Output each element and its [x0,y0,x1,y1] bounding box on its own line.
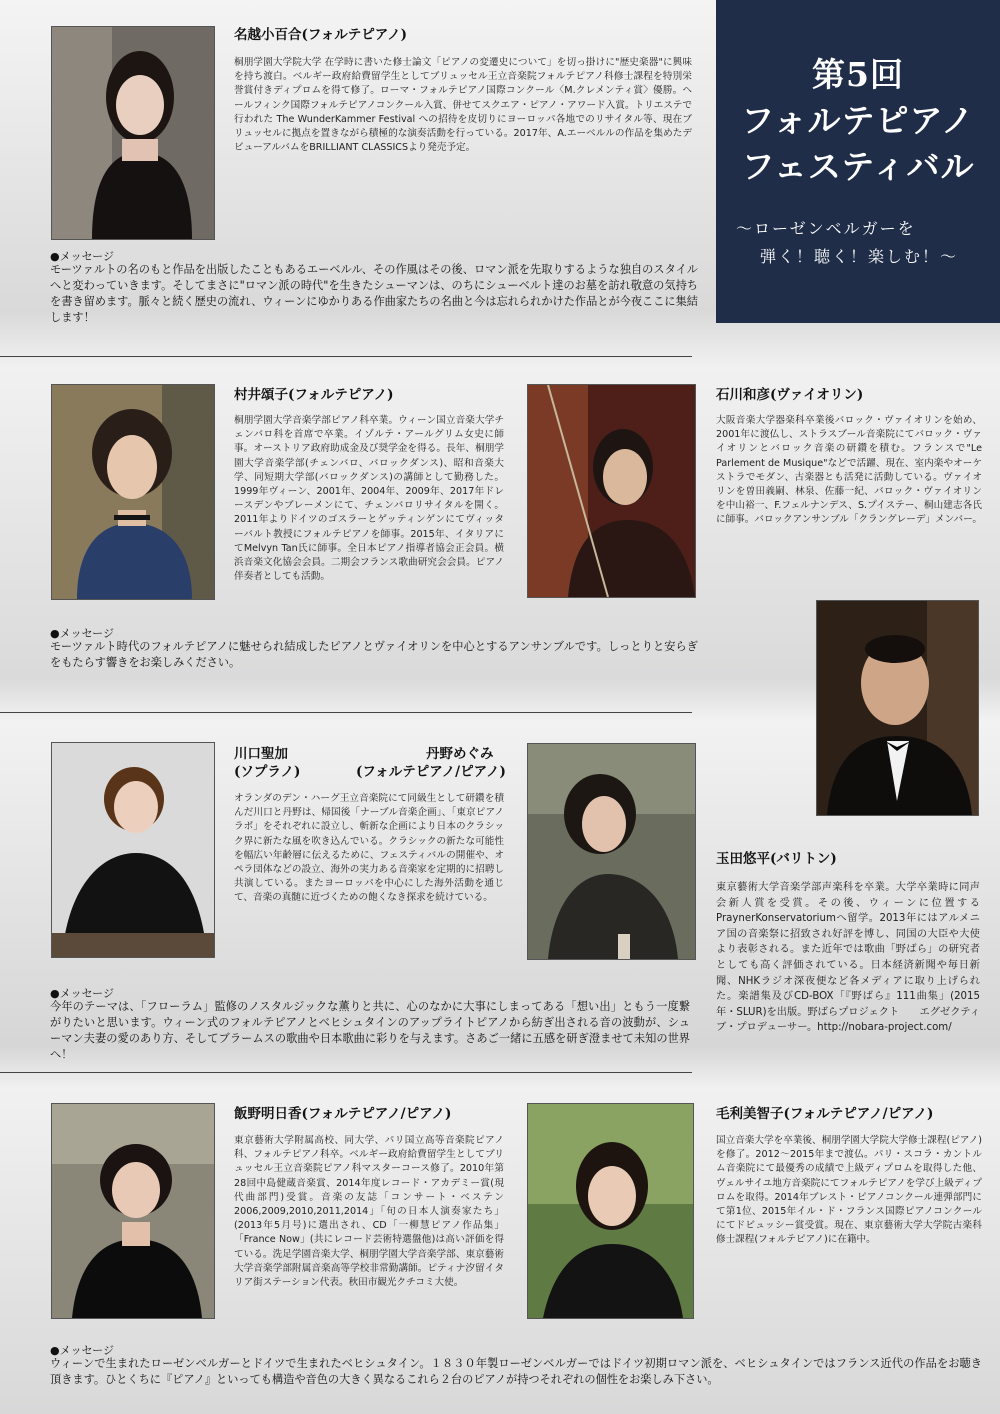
photo-tanno [527,743,696,960]
performer-bio-ishikawa: 大阪音楽大学器楽科卒業後バロック・ヴァイオリンを始め、2001年に渡仏し、ストラスブール音楽院にてバロック・ヴァイオリンとバロック音楽の研鑽を積む。フランスで"Le Parlement de Musique"などで活躍、現在、室内楽やオーケストラでモダン、古楽器とも活発に活動している。ヴァイオリンを曽田義嗣、林泉、佐藤一紀、バロック・ヴァイオリンを中山裕一、F.フェルナンデス、S.プイステー、桐山建志各氏に師事。バロックアンサンブル「クラングレーデ」メンバー。 [716,415,982,526]
title-edition: 第5回 [812,55,904,94]
photo-murai [51,384,215,600]
message-text-2: モーツァルト時代のフォルテピアノに魅せられ結成したピアノとヴァイオリンを中心とするアンサンブルです。しっとりと安らぎをもたらす響きをお楽しみください。 [50,640,698,669]
message-label-2: ●メッセージ [50,627,114,640]
performer-bio-nagoshi: 桐朋学園大学院大学 在学時に書いた修士論文「ピアノの変遷史について」を切っ掛けに"歴史楽器"に興味を持ち渡白。ベルギー政府給費留学生としてブリュッセル王立音楽院フォルテピアノ科修士課程を特別栄誉賞付きディプロムを得て修了。ローマ・フォルテピアノ国際コンクール〈M.クレメンティ賞〉優勝。ヘールフィンク国際フォルテピアノコンクール入賞、併せてスクエア・ピアノ・アワード入賞。トリエステで行われた The WunderKammer Festival への招待を皮切りにヨーロッパ各地でのリサイタル等、現在ブリュッセルに拠点を置きながら積極的な演奏活動を行っている。2017年、A.エーベルルの作品を集めたデビューアルバムをBRILLIANT CLASSICSより発売予定。 [234,57,692,154]
performer-bio-iino: 東京藝術大学附属高校、同大学、パリ国立高等音楽院ピアノ科、フォルテピアノ科卒。ベルギー政府給費留学生としてブリュッセル王立音楽院ピアノ科マスターコース修了。2010年第28回中島健蔵音楽賞、2014年度レコード・アカデミー賞(現代曲部門)受賞。音楽の友誌「コンサート・ベステン2006,2009,2010,2011,2014」「旬の日本人演奏家たち」(2013年5月号)に選出され、CD「一柳慧ピアノ作品集」「France Now」(共にレコード芸術特選盤他)は高い評価を得ている。洗足学園音楽大学、桐朋学園大学音楽学部、東京藝術大学音楽学部附属音楽高等学校非常勤講師。ピティナ汐留イタリア街ステーション代表。秋田市観光クチコミ大使。 [234,1135,504,1289]
performer-name-murai: 村井頌子(フォルテピアノ) [234,387,394,403]
performer-role-kawaguchi: (ソプラノ) [234,764,301,780]
message-label-3: ●メッセージ [50,987,114,1000]
performer-name-ishikawa: 石川和彦(ヴァイオリン) [716,387,864,403]
section-divider-1 [0,356,692,357]
photo-ishikawa [527,384,696,598]
message-text-3: 今年のテーマは、「フローラム」監修のノスタルジックな薫りと共に、心のなかに大事にしまってある「想い出」ともう一度繋がりたいと思います。ウィーン式のフォルテピアノとベヒシュタインのアップライトピアノから紡ぎ出される音の波動が、シューマン夫妻の愛のあり方、そしてブラームスの歌曲や日本歌曲に彩りを与えます。さあご一緒に五感を研ぎ澄ませて未知の世界へ！ [50,1000,690,1061]
photo-mori [527,1103,694,1319]
photo-kawaguchi [51,742,215,958]
title-line-fortepiano: フォルテピアノ [741,101,975,140]
title-line-festival: フェスティバル [741,147,975,186]
message-text-1: モーツァルトの名のもと作品を出版したこともあるエーベルル、その作風はその後、ロマン派を先取りするような独自のスタイルへと変わっていきます。そしてまさに"ロマン派の時代"を生きたシューマンは、のちにシューベルト達のお墓を訪れ敬意の気持ちを書き留めます。脈々と続く歴史の流れ、ウィーンにゆかりある作曲家たちの名曲と今は忘れられかけた作品とが今夜ここに集結します！ [50,263,698,324]
message-label-1: ●メッセージ [50,250,114,263]
message-label-4: ●メッセージ [50,1344,114,1357]
performer-name-nagoshi: 名越小百合(フォルテピアノ) [234,27,408,43]
performer-name-iino: 飯野明日香(フォルテピアノ/ピアノ) [234,1106,452,1122]
performer-role-tanno: (フォルテピアノ/ピアノ) [356,764,506,780]
section-divider-3 [0,1072,692,1073]
performer-name-tanno: 丹野めぐみ [426,746,494,762]
performer-bio-murai: 桐朋学園大学音楽学部ピアノ科卒業。ウィーン国立音楽大学チェンバロ科を首席で卒業。イゾルテ・アールグリム女史に師事。オーストリア政府助成金及び奨学金を得る。長年、桐朋学園大学音楽学部(チェンバロ、バロックダンス)、昭和音楽大学、同短期大学部(バロックダンス)の講師として勤務した。1999年ヴィーン、2001年、2004年、2009年、2017年ドレースデンやブレーメンにて、チェンバロリサイタルを開く。2011年よりドイツのゴスラーとゲッティンゲンにてヴィッターバルト教授にフォルテピアノを師事。2015年、イタリアにてMelvyn Tan氏に師事。全日本ピアノ指導者協会正会員。横浜音楽文化協会会員。二期会フランス歌曲研究会会員。ピアノ伴奏者としても活動。 [234,415,504,583]
performer-name-kawaguchi: 川口聖加 [234,746,288,762]
title-subtitle-1: ～ローゼンベルガーを [736,219,916,238]
performer-bio-tamada: 東京藝術大学音楽学部声楽科を卒業。大学卒業時に同声会新人賞を受賞。その後、ウィーンに位置するPraynerKonservatoriumへ留学。2013年にはアルメニア国の音楽祭に招致され好評を博し、同国の大臣や大使より表彰される。また近年では歌曲「野ばら」の研究者としても高く評価されている。日本経済新聞や毎日新聞、NHKラジオ深夜便など各メディアに取り上げられた。楽譜集及びCD-BOX「『野ばら』111曲集」(2015年・SLUR)を出版。野ばらプロジェクト エグゼクティブ・プロデューサー。http://nobara-project.com/ [716,882,980,1034]
performer-name-mori: 毛利美智子(フォルテピアノ/ピアノ) [716,1106,934,1122]
festival-title-box [716,0,1000,323]
performer-bio-kawaguchi-tanno: オランダのデン・ハーグ王立音楽院にて同級生として研鑽を積んだ川口と丹野は、帰国後「ナーブル音楽企画」、「東京ピアノラボ」をそれぞれに設立し、斬新な企画により日本のクラシック界に新たな風を吹き込んでいる。クラシックの新たな可能性を幅広い年齢層に伝えるために、フェスティバルの開催や、オペラ団体などの設立、海外の実力ある音楽家を定期的に招聘し共演している。またヨーロッパを中心にした海外活動を通じて、音楽の真髄に近づくための飽くなき探求を続けている。 [234,793,504,904]
photo-nagoshi [51,26,215,240]
message-text-4: ウィーンで生まれたローゼンベルガーとドイツで生まれたベヒシュタイン。１８３０年製ローゼンベルガーではドイツ初期ロマン派を、ベヒシュタインではフランス近代の作品をお聴き頂きます。ひとくちに『ピアノ』といっても構造や音色の大きく異なるこれら２台のピアノが持つそれぞれの個性をお楽しみ下さい。 [50,1357,982,1386]
performer-name-tamada: 玉田悠平(バリトン) [716,851,837,867]
title-subtitle-2: 弾く！聴く！楽しむ！～ [760,247,959,266]
section-divider-2 [0,712,692,713]
performer-bio-mori: 国立音楽大学を卒業後、桐朋学園大学院大学修士課程(ピアノ)を修了。2012～2015年まで渡仏。パリ・スコラ・カントルム音楽院にて最優秀の成績で上級ディプロムを取得した他、ヴェルサイユ地方音楽院にてフォルテピアノを学び上級ディプロムを取得。2014年ブレスト・ピアノコンクール連弾部門にて第1位、2015年イル・ド・フランス国際ピアノコンクールにてドビュッシー賞受賞。現在、東京藝術大学大学院古楽科修士課程(フォルテピアノ)に在籍中。 [716,1135,982,1246]
photo-tamada [816,600,979,816]
photo-iino [51,1103,215,1319]
